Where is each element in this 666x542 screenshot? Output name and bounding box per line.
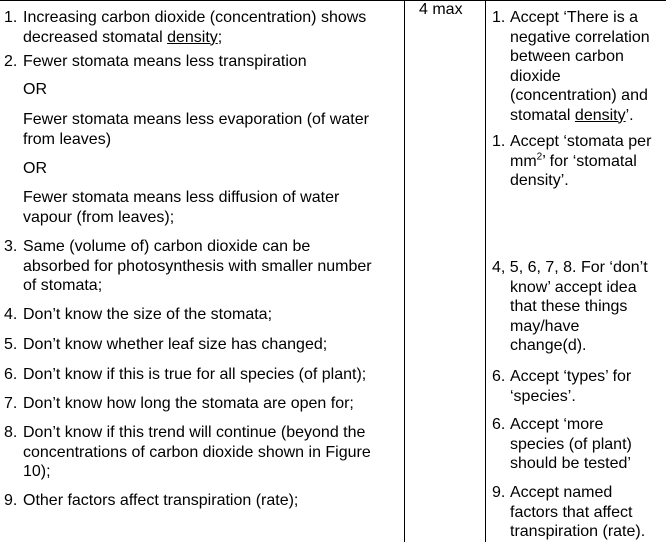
guidance-note-1 <box>492 8 666 125</box>
guidance-note-5 <box>492 415 666 474</box>
underlined-keyword: density <box>167 28 218 46</box>
point-punctuation: ; <box>217 28 223 46</box>
point-text: Don’t know how long the stomata are open for; <box>23 395 354 412</box>
note-text: Accept ‘more <box>510 416 604 433</box>
answer-point-9 <box>4 491 402 511</box>
note-text: may/have <box>510 317 580 335</box>
answer-point-7 <box>4 394 402 414</box>
note-text: ’ for ‘stomatal <box>542 152 637 170</box>
point-number: 2. <box>4 53 18 70</box>
guidance-note-3 <box>492 258 666 356</box>
note-number: 1. <box>492 9 506 26</box>
point-text: concentrations of carbon dioxide shown in Figure <box>23 443 371 461</box>
alternative-answer <box>23 188 401 227</box>
superscript: 2 <box>536 151 543 163</box>
point-text: Don’t know if this is true for all species (of plant); <box>23 366 367 383</box>
note-number: 1. <box>492 133 506 150</box>
or-separator: OR <box>23 81 47 98</box>
note-text: mm <box>510 152 537 170</box>
or-separator: OR <box>23 160 47 177</box>
point-text: of stomata; <box>23 277 103 294</box>
alt-text: vapour (from leaves); <box>23 208 175 226</box>
answer-point-5 <box>4 335 402 355</box>
note-text: stomatal <box>510 106 575 124</box>
point-text: Other factors affect transpiration (rate); <box>23 492 299 509</box>
note-number: 9. <box>492 484 506 501</box>
guidance-note-2 <box>492 132 666 191</box>
note-text: factors that affect <box>510 503 633 521</box>
point-text: Increasing carbon dioxide (concentration) shows <box>23 9 367 26</box>
alt-text: Fewer stomata means less evaporation (of water <box>23 111 369 128</box>
guidance-note-6 <box>492 483 666 542</box>
note-number: 6. <box>492 416 506 433</box>
point-number: 9. <box>4 492 18 509</box>
note-text: negative correlation <box>510 28 650 46</box>
note-text: Accept ‘stomata per <box>510 133 652 150</box>
note-text: For ‘don’t <box>580 259 648 276</box>
point-number: 6. <box>4 366 18 383</box>
note-text: Accept ‘types’ for <box>510 368 632 385</box>
answer-point-6 <box>4 365 402 385</box>
note-text: transpiration (rate). <box>510 523 646 540</box>
point-text: absorbed for photosynthesis with smaller number <box>23 257 372 275</box>
marks-value: 4 max <box>419 1 463 18</box>
note-text: Accept named <box>510 484 613 501</box>
point-text: Don’t know the size of the stomata; <box>23 306 273 323</box>
point-number: 8. <box>4 424 18 441</box>
point-number: 7. <box>4 395 18 412</box>
point-text: Don’t know whether leaf size has changed; <box>23 336 328 353</box>
point-number: 4. <box>4 306 18 323</box>
point-text: Fewer stomata means less transpiration <box>23 53 307 70</box>
note-text: Accept ‘There is a <box>510 9 639 26</box>
alt-text: Fewer stomata means less diffusion of water <box>23 189 340 206</box>
note-text: know’ accept idea <box>510 278 637 296</box>
point-text: Don’t know if this trend will continue (beyond the <box>23 424 366 441</box>
answer-point-4 <box>4 305 402 325</box>
point-text: Same (volume of) carbon dioxide can be <box>23 238 311 255</box>
point-number: 1. <box>4 9 18 26</box>
point-number: 5. <box>4 336 18 353</box>
point-number: 3. <box>4 238 18 255</box>
point-text: decreased stomatal <box>23 28 168 46</box>
note-text: density’. <box>510 172 569 189</box>
answer-point-1 <box>4 8 402 47</box>
alt-text: from leaves) <box>23 130 112 148</box>
note-text: that these things <box>510 298 628 315</box>
note-number: 6. <box>492 368 506 385</box>
answer-point-2 <box>4 52 402 72</box>
marks-column <box>405 0 485 542</box>
note-text: between carbon <box>510 48 624 65</box>
note-text: dioxide <box>510 67 561 85</box>
point-text: 10); <box>23 463 51 480</box>
note-text: should be tested’ <box>510 455 631 472</box>
note-text: change(d). <box>510 337 587 354</box>
underlined-keyword: density <box>574 106 626 124</box>
answer-point-8 <box>4 423 402 482</box>
note-text: ’. <box>625 106 634 124</box>
note-text: ‘species’. <box>510 387 576 405</box>
note-text: (concentration) and <box>510 87 648 104</box>
answer-point-3 <box>4 237 402 296</box>
note-number: 4, 5, 6, 7, 8. <box>492 259 577 276</box>
alternative-answer <box>23 110 401 149</box>
guidance-column <box>486 0 666 542</box>
guidance-note-4 <box>492 367 666 406</box>
note-text: species (of plant) <box>510 435 632 453</box>
